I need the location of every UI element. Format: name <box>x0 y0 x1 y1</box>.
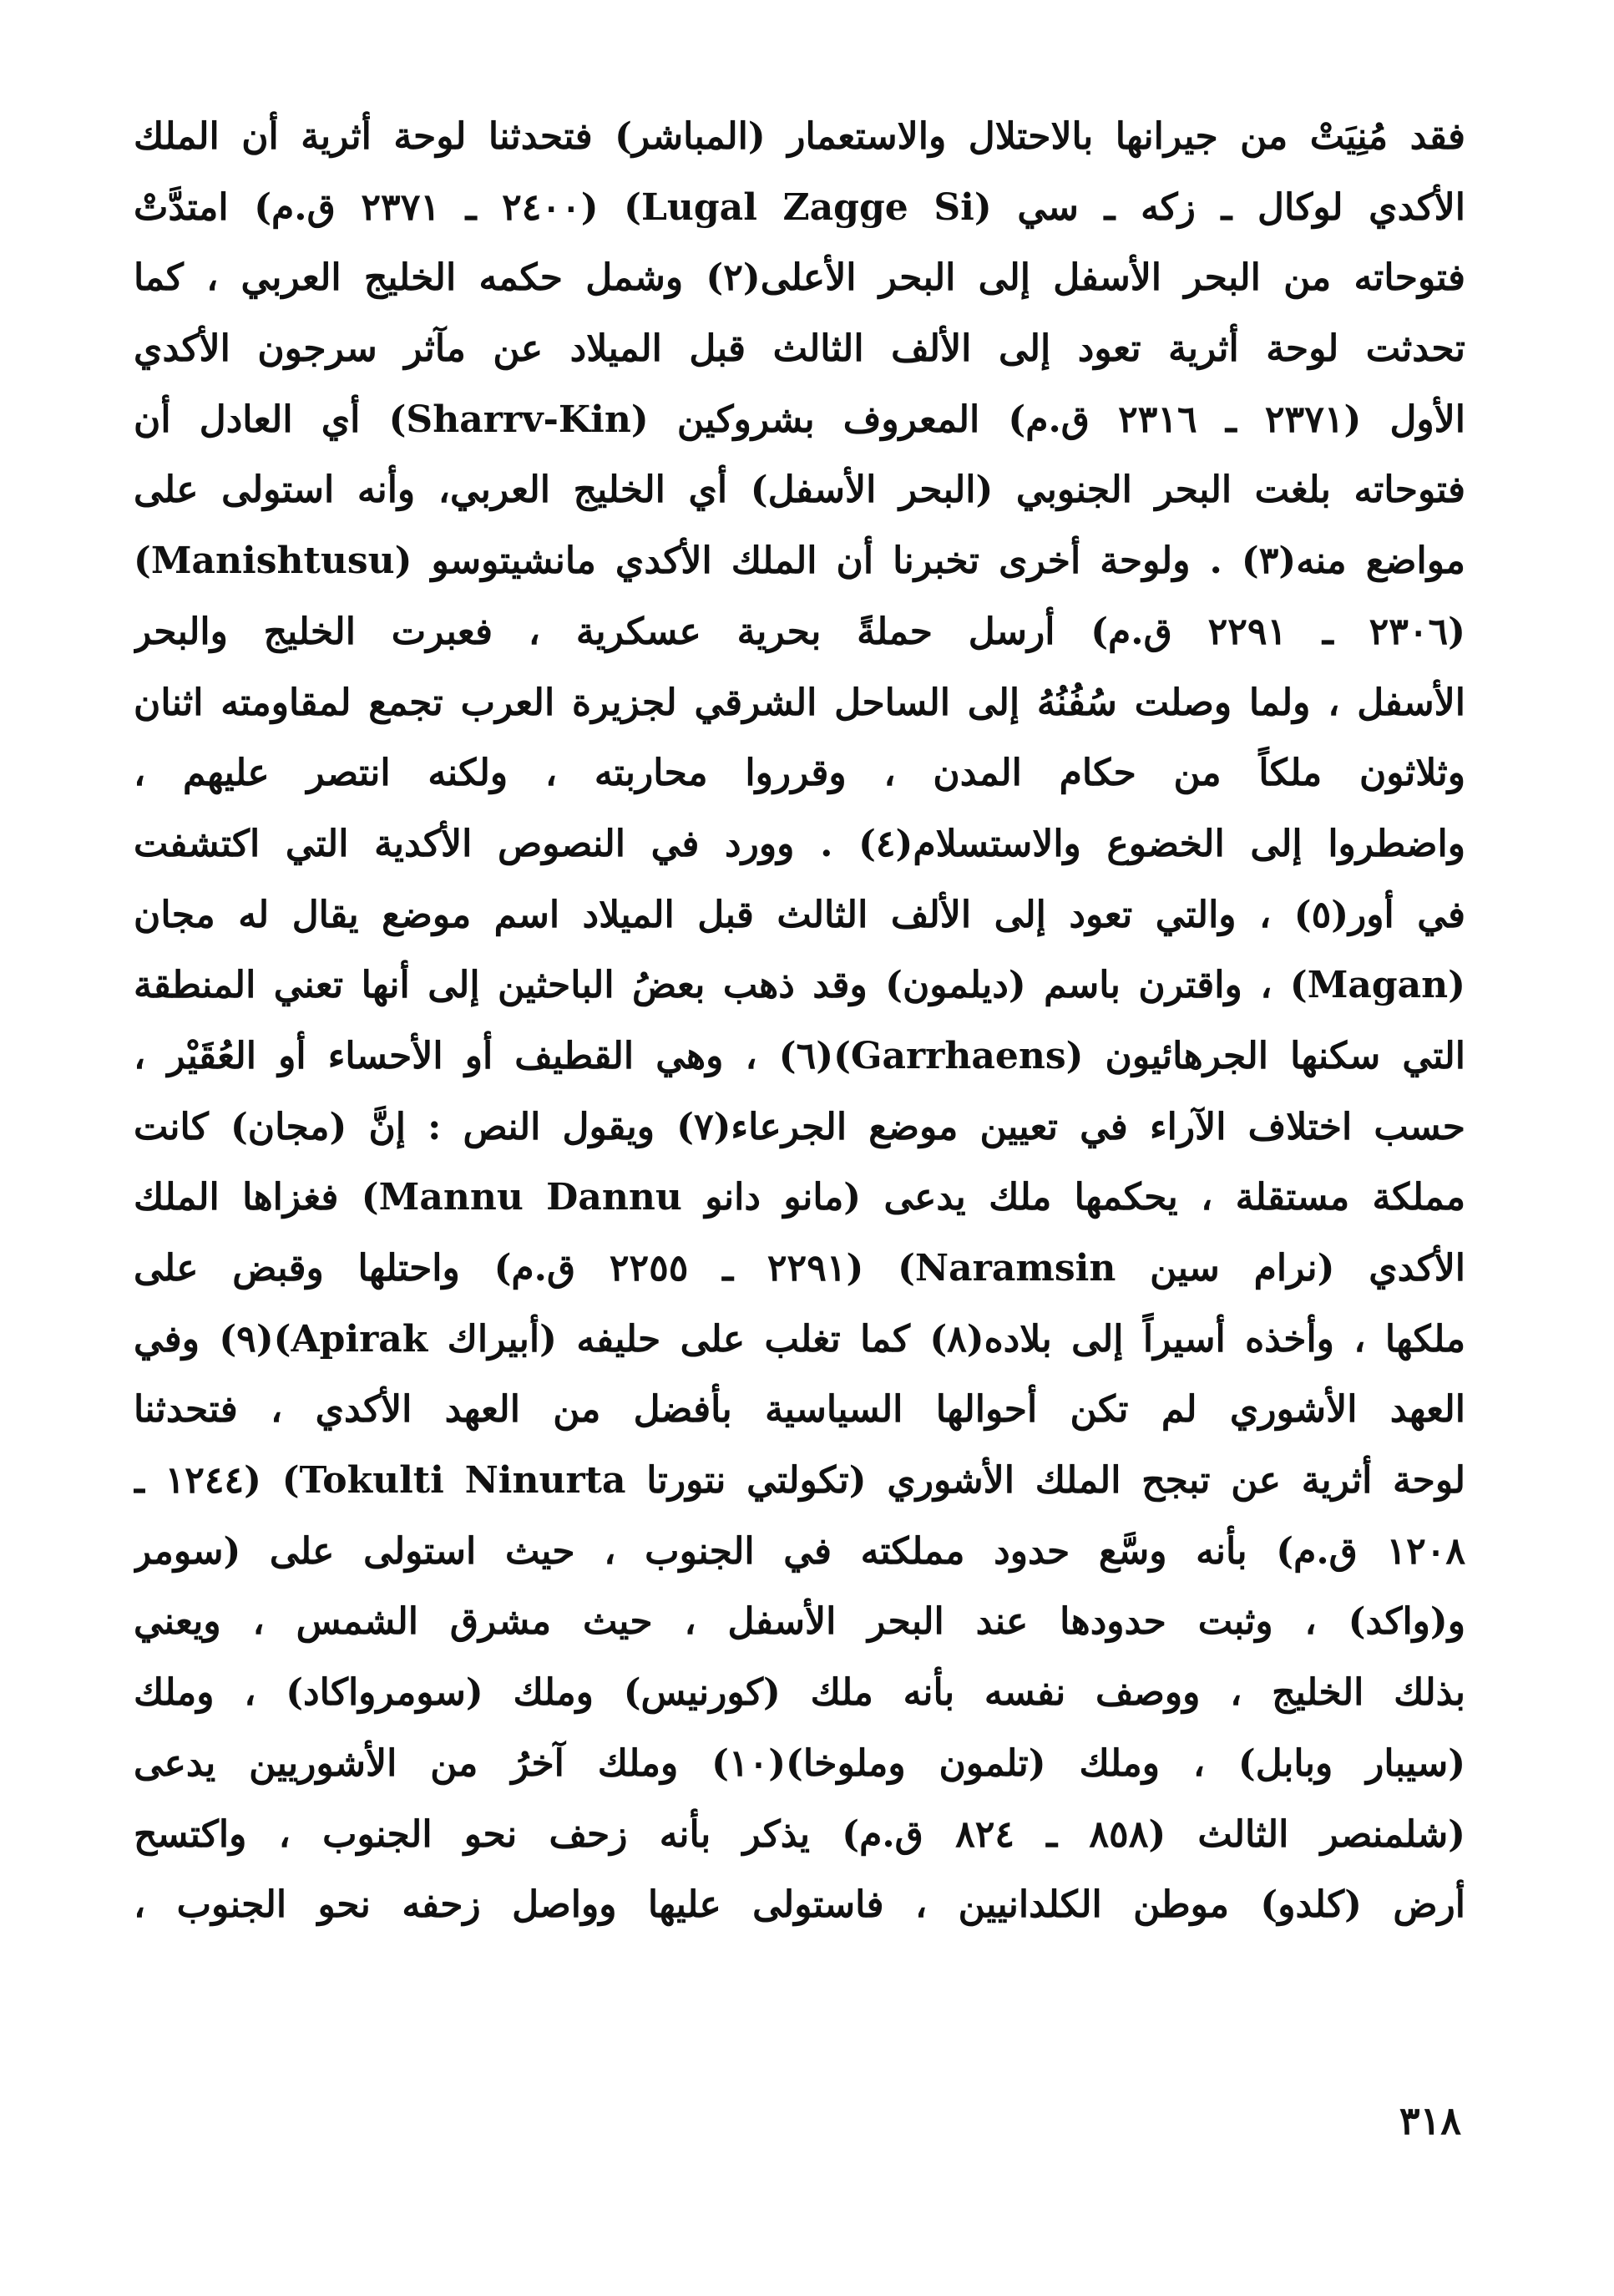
text-line: (٢٣٠٦ ـ ٢٢٩١ ق.م) أرسل حملةً بحرية عسكرية ، فعبرت الخليج والبحر <box>134 610 1465 653</box>
text-line: فقد مُنِيَتْ من جيرانها بالاحتلال والاستعمار (المباشر) فتحدثنا لوحة أثرية أن الملك <box>134 115 1465 158</box>
text-line: الأسفل ، ولما وصلت سُفُنُهُ إلى الساحل الشرقي لجزيرة العرب تجمع لمقاومته اثنان <box>134 681 1465 724</box>
text-line: العهد الأشوري لم تكن أحوالها السياسية بأفضل من العهد الأكدي ، فتحدثنا <box>134 1388 1465 1432</box>
text-line: التي سكنها الجرهائيون (Garrhaens)(٦) ، وهي القطيف أو الأحساء أو العُقَيْر ، <box>134 1034 1465 1077</box>
text-line: (Magan) ، واقترن باسم (ديلمون) وقد ذهب بعضُ الباحثين إلى أنها تعني المنطقة <box>134 964 1465 1007</box>
text-line: لوحة أثرية عن تبجح الملك الأشوري (تكولتي نتورتا Tokulti Ninurta) (١٢٤٤ ـ <box>134 1459 1465 1503</box>
text-line: فتوحاته من البحر الأسفل إلى البحر الأعلى(٢) وشمل حكمه الخليج العربي ، كما <box>134 256 1465 300</box>
text-line: ملكها ، وأخذه أسيراً إلى بلاده(٨) كما تغلب على حليفه (أبيراك Apirak)(٩) وفي <box>134 1317 1465 1361</box>
text-line: (سيبار وبابل) ، وملك (تلمون وملوخا)(١٠) وملك آخرُ من الأشوريين يدعى <box>134 1741 1465 1785</box>
text-line: (شلمنصر الثالث (٨٥٨ ـ ٨٢٤ ق.م) يذكر بأنه زحف نحو الجنوب ، واكتسح <box>134 1812 1465 1856</box>
text-line: في أور(٥) ، والتي تعود إلى الألف الثالث قبل الميلاد اسم موضع يقال له مجان <box>134 893 1465 936</box>
text-line: الأكدي (نرام سين Naramsin) (٢٢٩١ ـ ٢٢٥٥ ق.م) واحتلها وقبض على <box>134 1247 1465 1290</box>
page-number: ٣١٨ <box>1399 2098 1461 2143</box>
text-line: و(واكد) ، وثبت حدودها عند البحر الأسفل ، حيث مشرق الشمس ، ويعني <box>134 1600 1465 1644</box>
text-line: أرض (كلدو) موطن الكلدانيين ، فاستولى عليها وواصل زحفه نحو الجنوب ، <box>134 1883 1465 1927</box>
text-line: الأكدي لوكال ـ زكه ـ سي (Lugal Zagge Si) (٢٤٠٠ ـ ٢٣٧١ ق.م) امتدَّتْ <box>134 185 1465 229</box>
text-line: مواضع منه(٣) . ولوحة أخرى تخبرنا أن الملك الأكدي مانشيتوسو (Manishtusu) <box>134 540 1465 583</box>
text-line: تحدثت لوحة أثرية تعود إلى الألف الثالث قبل الميلاد عن مآثر سرجون الأكدي <box>134 327 1465 371</box>
text-line: فتوحاته بلغت البحر الجنوبي (البحر الأسفل) أي الخليج العربي، وأنه استولى على <box>134 469 1465 512</box>
text-line: ١٢٠٨ ق.م) بأنه وسَّع حدود مملكته في الجنوب ، حيث استولى على (سومر <box>134 1529 1465 1573</box>
text-line: بذلك الخليج ، ووصف نفسه بأنه ملك (كورنيس) وملك (سومرواكاد) ، وملك <box>134 1671 1465 1715</box>
text-line: مملكة مستقلة ، يحكمها ملك يدعى (مانو دانو Mannu Dannu) فغزاها الملك <box>134 1176 1465 1219</box>
text-line: الأول (٢٣٧١ ـ ٢٣١٦ ق.م) المعروف بشروكين (Sharrv-Kin) أي العادل أن <box>134 398 1465 441</box>
body-text <box>134 102 1465 1941</box>
text-line: واضطروا إلى الخضوع والاستسلام(٤) . وورد في النصوص الأكدية التي اكتشفت <box>134 822 1465 865</box>
text-line: حسب اختلاف الآراء في تعيين موضع الجرعاء(٧) ويقول النص : إنَّ (مجان) كانت <box>134 1105 1465 1148</box>
text-line: وثلاثون ملكاً من حكام المدن ، وقرروا محاربته ، ولكنه انتصر عليهم ، <box>134 752 1465 795</box>
